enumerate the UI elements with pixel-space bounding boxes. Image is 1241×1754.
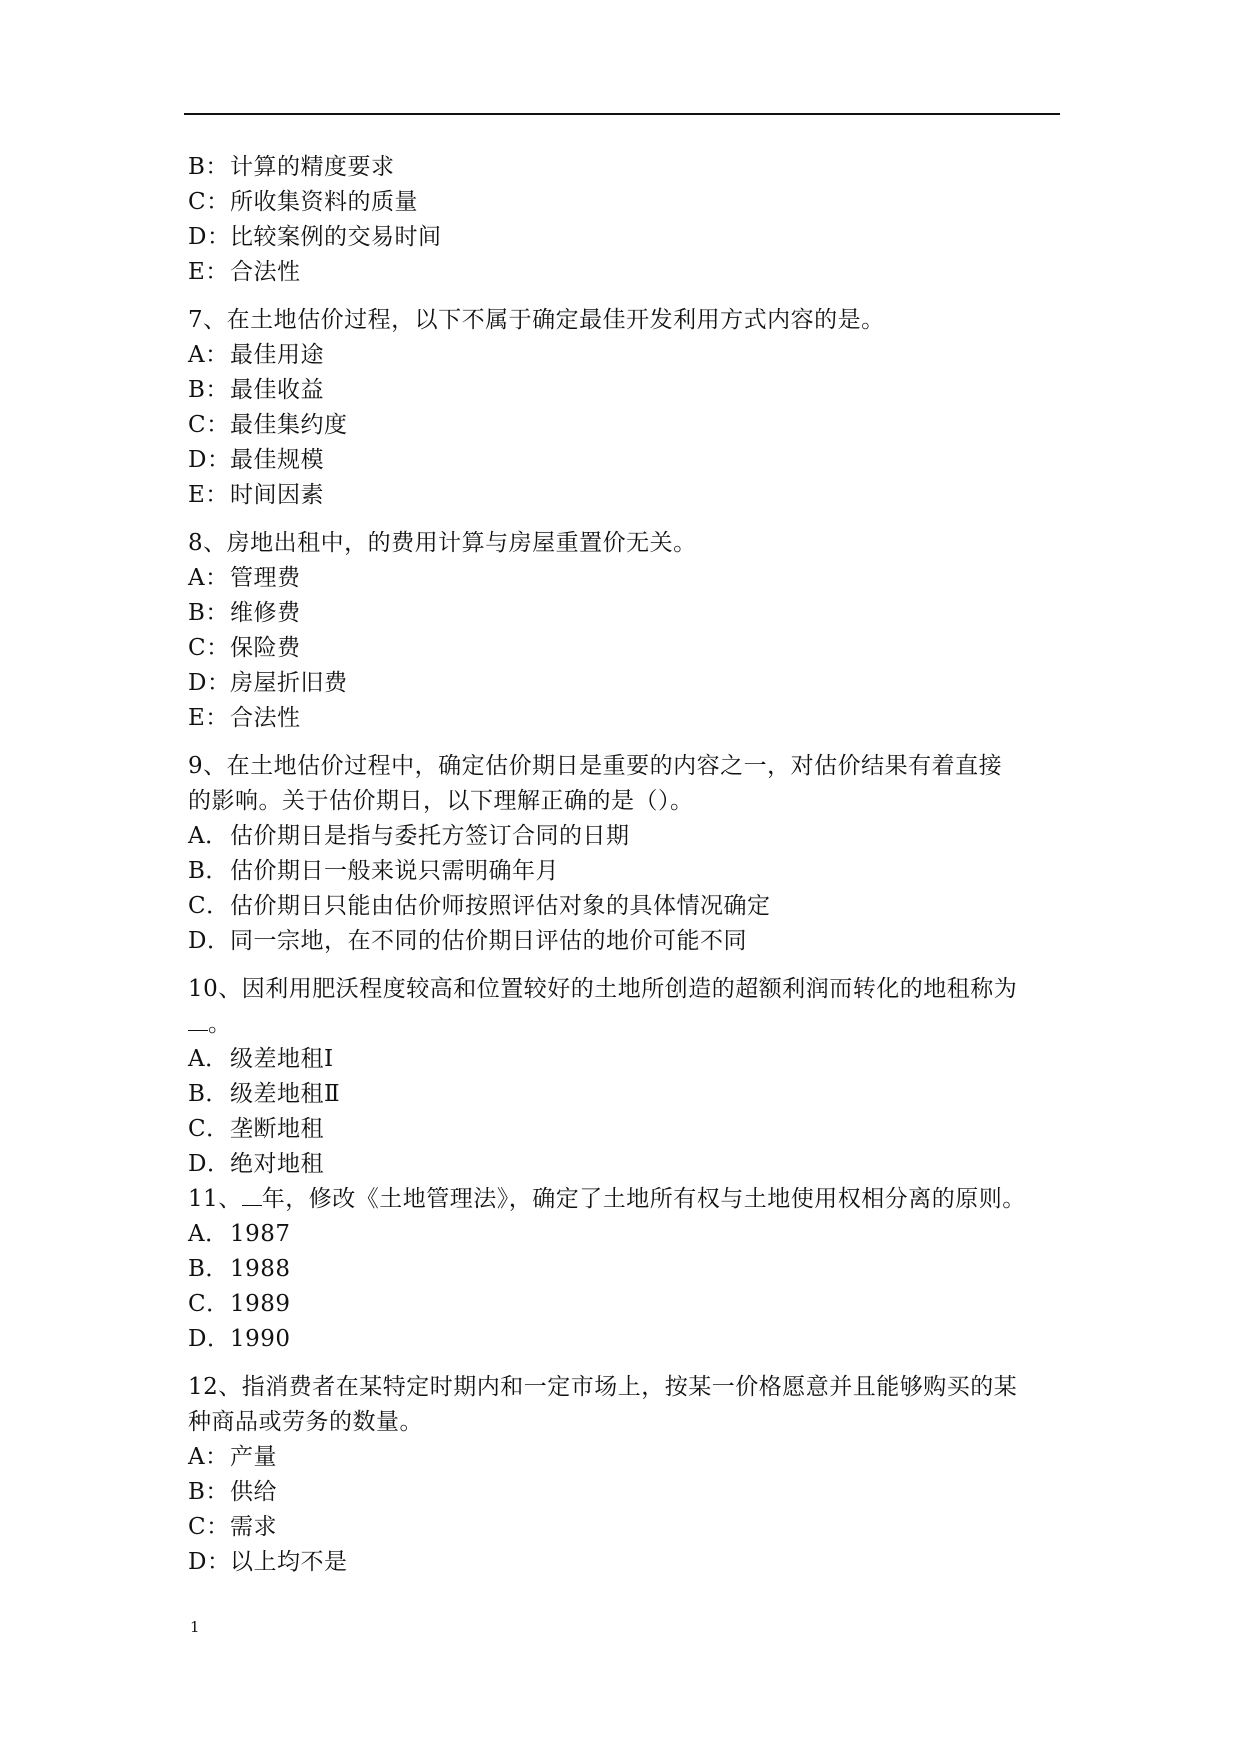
option-text: 房屋折旧费 [230,670,348,696]
option-b [188,596,1068,631]
option-c [188,185,1068,220]
option-label: D． [188,1326,231,1352]
option-a [188,338,1068,373]
option-text: 计算的精度要求 [230,154,395,180]
option-text: 保险费 [230,635,301,661]
option-text: 供给 [230,1479,277,1505]
option-label: A． [188,1221,229,1247]
option-text: 绝对地租 [230,1151,324,1177]
question-text-end: 。 [208,1011,232,1037]
option-c [188,1112,1068,1147]
option-b [188,1077,1068,1112]
option-label: A． [188,1046,229,1072]
question-text: 7、在土地估价过程，以下不属于确定最佳开发利用方式内容的是。 [188,307,885,333]
answer-blank [242,1187,262,1206]
option-text: 合法性 [230,705,301,731]
option-e [188,255,1068,290]
question-number: 11、 [188,1186,242,1212]
question-10 [188,972,1068,1182]
option-label: A： [188,342,229,368]
option-c [188,631,1068,666]
option-label: C． [188,893,230,919]
option-c [188,889,1068,924]
option-label: D： [188,447,231,473]
option-text: 最佳用途 [230,342,324,368]
option-label: B． [188,1256,229,1282]
option-text: 1990 [230,1326,291,1352]
question-text [188,1182,1068,1217]
option-a [188,561,1068,596]
option-label: D． [188,928,231,954]
option-label: C： [188,635,230,661]
option-text: 级差地租Ⅱ [230,1081,341,1107]
question-text-line2: 的影响。关于估价期日，以下理解正确的是（）。 [188,788,694,814]
option-label: B． [188,858,229,884]
question-text-line2 [188,1007,1068,1042]
option-a [188,819,1068,854]
option-text: 时间因素 [230,482,324,508]
option-c [188,1287,1068,1322]
option-c [188,408,1068,443]
option-label: A： [188,1444,229,1470]
option-label: C： [188,189,230,215]
option-text: 需求 [230,1514,277,1540]
option-text: 维修费 [230,600,301,626]
question-8 [188,526,1068,736]
option-label: B： [188,377,229,403]
option-text: 1988 [230,1256,291,1282]
option-text: 合法性 [230,259,301,285]
option-e [188,701,1068,736]
option-label: B： [188,1479,229,1505]
option-label: D． [188,1151,231,1177]
option-text: 比较案例的交易时间 [230,224,442,250]
option-d [188,1147,1068,1182]
option-label: E： [188,259,229,285]
option-text: 估价期日只能由估价师按照评估对象的具体情况确定 [230,893,771,919]
question-body: 年，修改《土地管理法》，确定了土地所有权与土地使用权相分离的原则。 [261,1186,1026,1212]
option-label: B： [188,154,229,180]
answer-blank [188,1012,208,1031]
option-label: B． [188,1081,229,1107]
option-text: 估价期日是指与委托方签订合同的日期 [230,823,630,849]
option-d [188,1322,1068,1357]
option-d [188,220,1068,255]
option-text: 级差地租Ⅰ [230,1046,334,1072]
question-text-line1: 9、在土地估价过程中，确定估价期日是重要的内容之一，对估价结果有着直接 [188,753,1003,779]
option-a [188,1217,1068,1252]
option-text: 1987 [230,1221,291,1247]
option-text: 产量 [230,1444,277,1470]
document-body [188,150,1068,1593]
option-label: E： [188,482,229,508]
option-text: 垄断地租 [230,1116,324,1142]
option-a [188,1042,1068,1077]
option-c [188,1510,1068,1545]
header-rule [184,113,1060,115]
option-label: D： [188,1549,231,1575]
option-label: D： [188,670,231,696]
option-b [188,854,1068,889]
option-b [188,150,1068,185]
option-label: B： [188,600,229,626]
option-text: 同一宗地，在不同的估价期日评估的地价可能不同 [230,928,747,954]
question-text-line1: 12、指消费者在某特定时期内和一定市场上，按某一价格愿意并且能够购买的某 [188,1374,1018,1400]
question-text-line2: 种商品或劳务的数量。 [188,1409,423,1435]
option-text: 最佳收益 [230,377,324,403]
option-label: C． [188,1116,230,1142]
page-number: 1 [190,1618,200,1636]
option-text: 最佳集约度 [230,412,348,438]
option-e [188,478,1068,513]
question-7 [188,303,1068,513]
question-11 [188,1182,1068,1357]
option-text: 最佳规模 [230,447,324,473]
option-label: C： [188,1514,230,1540]
question-12 [188,1370,1068,1580]
option-b [188,1252,1068,1287]
option-label: D： [188,224,231,250]
option-label: A： [188,565,229,591]
option-d [188,666,1068,701]
question-text: 8、房地出租中，的费用计算与房屋重置价无关。 [188,530,697,556]
option-b [188,1475,1068,1510]
option-b [188,373,1068,408]
option-text: 以上均不是 [230,1549,348,1575]
option-a [188,1440,1068,1475]
prev-question-options [188,150,1068,290]
option-text: 估价期日一般来说只需明确年月 [230,858,559,884]
option-label: C： [188,412,230,438]
option-d [188,443,1068,478]
option-text: 管理费 [230,565,301,591]
option-d [188,1545,1068,1580]
option-text: 1989 [230,1291,291,1317]
option-d [188,924,1068,959]
option-label: C． [188,1291,230,1317]
option-text: 所收集资料的质量 [230,189,418,215]
option-label: E： [188,705,229,731]
option-label: A． [188,823,229,849]
question-9 [188,749,1068,959]
question-text-line1: 10、因利用肥沃程度较高和位置较好的土地所创造的超额利润而转化的地租称为 [188,976,1018,1002]
